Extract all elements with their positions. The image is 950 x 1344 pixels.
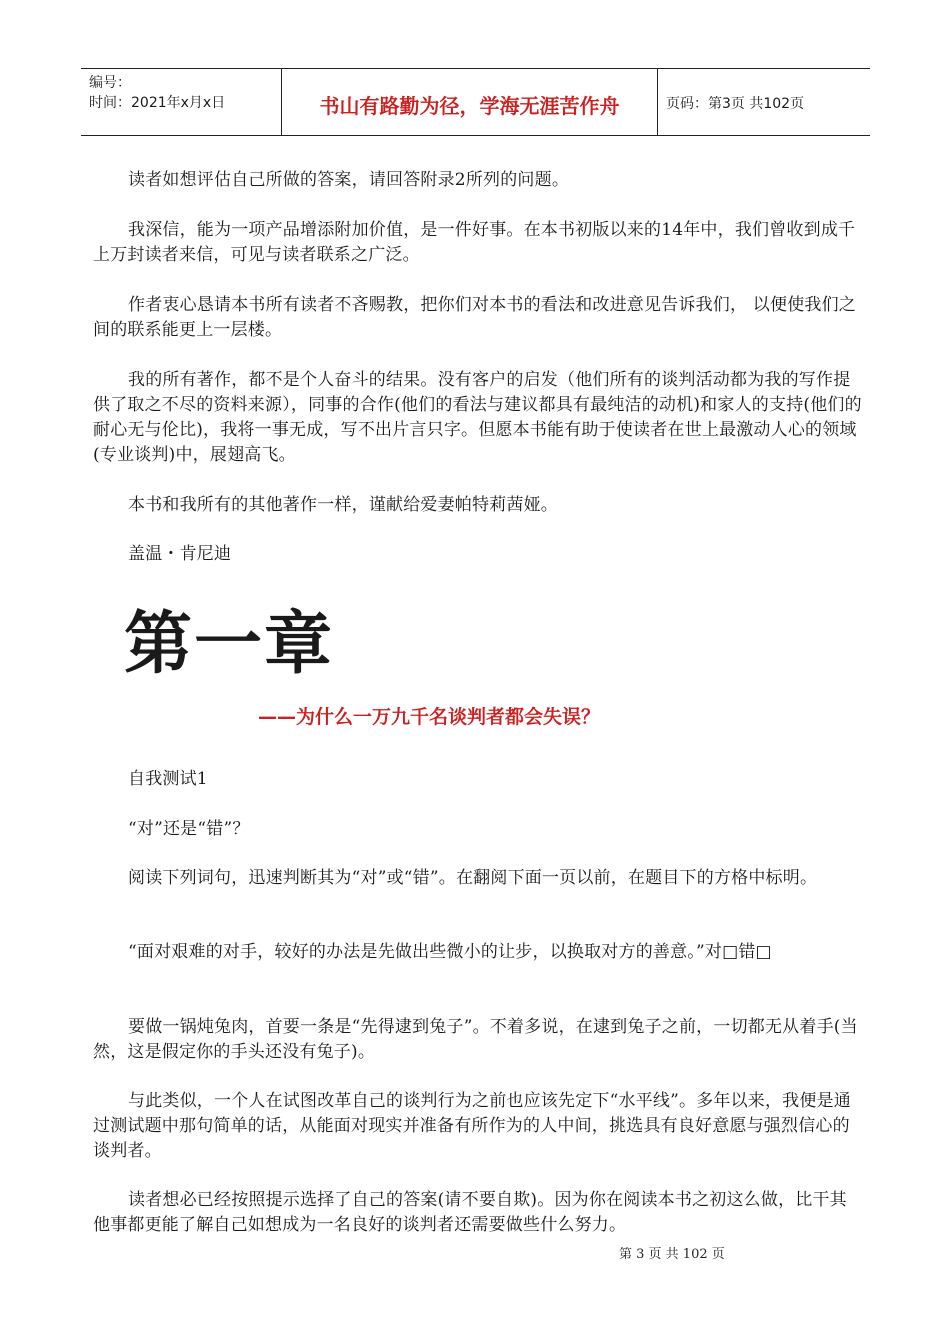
paragraph-dedication: 本书和我所有的其他著作一样，谨献给爱妻帕特莉茜娅。 [128, 495, 558, 515]
paragraph-reader-letters: 我深信，能为一项产品增添附加价值，是一件好事。在本书初版以来的14年中，我们曾收到成千上万封读者来信，可见与读者联系之广泛。 [93, 220, 856, 265]
self-test-heading: 自我测试1 [128, 769, 208, 789]
header-meta [81, 69, 282, 135]
paragraph-acknowledgements: 我的所有著作，都不是个人奋斗的结果。没有客户的启发（他们所有的谈判活动都为我的写作提供了取之不尽的资料来源），同事的合作(他们的看法与建议都具有最纯洁的动机)和家人的支持(他们的耐心无与伦比)，我将一事无成，写不出片言只字。但愿本书能有助于使读者在世上最激动人心的领域(专业谈判)中，展翅高飞。 [93, 370, 862, 465]
document-date-label: 时间：2021年x月x日 [89, 95, 226, 111]
paragraph-request-feedback: 作者衷心恳请本书所有读者不吝赐教，把你们对本书的看法和改进意见告诉我们， 以便使我们之间的联系能更上一层楼。 [93, 295, 857, 340]
author-signature: 盖温・肯尼迪 [128, 544, 232, 564]
self-test-question: “对”还是“错”？ [128, 819, 250, 839]
paragraph-answer-choice: 读者想必已经按照提示选择了自己的答案(请不要自欺)。因为你在阅读本书之初这么做，比干其他事都更能了解自己如想成为一名良好的谈判者还需要做些什么努力。 [93, 1190, 847, 1235]
paragraph-rabbit-stew: 要做一锅炖兔肉，首要一条是“先得逮到兔子”。不着多说，在逮到兔子之前，一切都无从着手(当然，这是假定你的手头还没有兔子)。 [93, 1017, 858, 1062]
paragraph-test-statement: “面对艰难的对手，较好的办法是先做出些微小的让步，以换取对方的善意。”对□错□ [128, 942, 772, 962]
paragraph-baseline: 与此类似，一个人在试图改革自己的谈判行为之前也应该先定下“水平线”。多年以来，我便是通过测试题中那句简单的话，从能面对现实并准备有所作为的人中间，挑选具有良好意愿与强烈信心的谈判者。 [93, 1091, 851, 1161]
document-number-label: 编号： [89, 75, 131, 91]
page-header [81, 68, 870, 136]
chapter-subtitle: ——为什么一万九千名谈判者都会失误？ [258, 706, 601, 728]
header-motto: 书山有路勤为径，学海无涯苦作舟 [282, 69, 658, 135]
chapter-title: 第一章 [124, 604, 335, 684]
page-footer: 第 3 页 共 102 页 [619, 1247, 725, 1262]
header-page-number: 页码：第3页 共102页 [666, 96, 805, 112]
paragraph-instructions: 阅读下列词句，迅速判断其为“对”或“错”。在翻阅下面一页以前，在题目下的方格中标明。 [128, 868, 818, 888]
paragraph-appendix-note: 读者如想评估自己所做的答案，请回答附录2所列的问题。 [128, 170, 570, 190]
